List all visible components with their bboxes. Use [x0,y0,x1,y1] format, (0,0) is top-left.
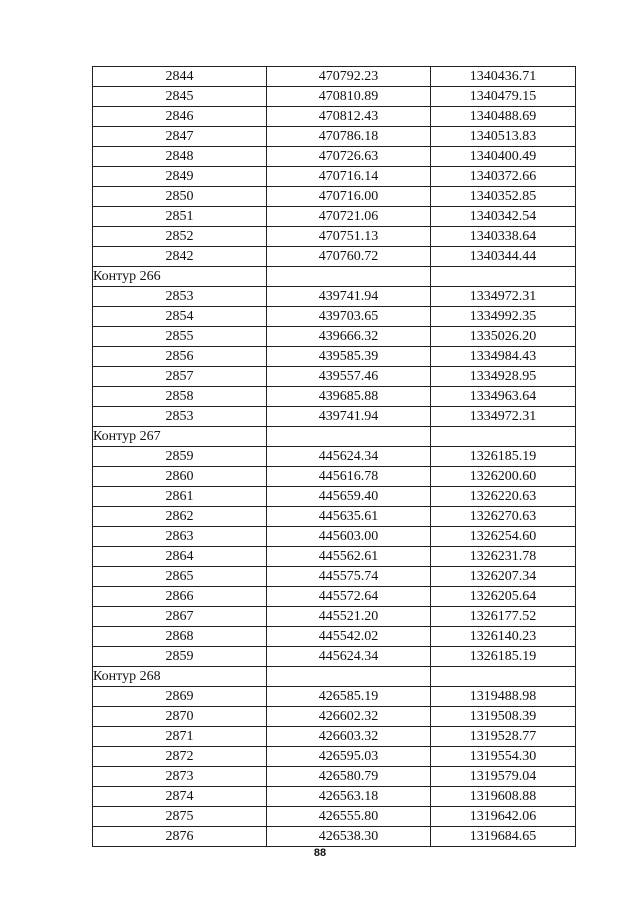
point-number-cell: 2855 [93,327,267,347]
y-coordinate-cell: 1319642.06 [431,807,576,827]
empty-x-cell [267,427,431,447]
empty-x-cell [267,667,431,687]
y-coordinate-cell: 1340352.85 [431,187,576,207]
y-coordinate-cell: 1326185.19 [431,647,576,667]
point-number-cell: 2866 [93,587,267,607]
x-coordinate-cell: 439666.32 [267,327,431,347]
point-number-cell: 2842 [93,247,267,267]
point-number-cell: 2845 [93,87,267,107]
point-number-cell: 2856 [93,347,267,367]
point-number-cell: 2872 [93,747,267,767]
contour-label: Контур 267 [93,427,267,447]
x-coordinate-cell: 470810.89 [267,87,431,107]
y-coordinate-cell: 1326200.60 [431,467,576,487]
point-number-cell: 2853 [93,287,267,307]
x-coordinate-cell: 470812.43 [267,107,431,127]
point-number-cell: 2865 [93,567,267,587]
table-row [93,247,576,267]
x-coordinate-cell: 426563.18 [267,787,431,807]
y-coordinate-cell: 1340338.64 [431,227,576,247]
y-coordinate-cell: 1319528.77 [431,727,576,747]
table-row [93,307,576,327]
point-number-cell: 2859 [93,447,267,467]
table-row [93,147,576,167]
point-number-cell: 2853 [93,407,267,427]
contour-header-row [93,667,576,687]
point-number-cell: 2871 [93,727,267,747]
table-row [93,747,576,767]
x-coordinate-cell: 470716.14 [267,167,431,187]
y-coordinate-cell: 1334972.31 [431,407,576,427]
x-coordinate-cell: 445603.00 [267,527,431,547]
table-row [93,67,576,87]
page-number: 88 [313,847,327,859]
empty-x-cell [267,267,431,287]
table-row [93,467,576,487]
contour-label: Контур 266 [93,267,267,287]
table-row [93,187,576,207]
y-coordinate-cell: 1334992.35 [431,307,576,327]
empty-y-cell [431,267,576,287]
y-coordinate-cell: 1340436.71 [431,67,576,87]
point-number-cell: 2864 [93,547,267,567]
point-number-cell: 2858 [93,387,267,407]
y-coordinate-cell: 1340372.66 [431,167,576,187]
x-coordinate-cell: 426602.32 [267,707,431,727]
point-number-cell: 2848 [93,147,267,167]
x-coordinate-cell: 426585.19 [267,687,431,707]
x-coordinate-cell: 426603.32 [267,727,431,747]
y-coordinate-cell: 1326185.19 [431,447,576,467]
point-number-cell: 2844 [93,67,267,87]
empty-y-cell [431,667,576,687]
y-coordinate-cell: 1319554.30 [431,747,576,767]
empty-y-cell [431,427,576,447]
x-coordinate-cell: 426555.80 [267,807,431,827]
table-row [93,327,576,347]
table-row [93,567,576,587]
point-number-cell: 2869 [93,687,267,707]
point-number-cell: 2861 [93,487,267,507]
y-coordinate-cell: 1326220.63 [431,487,576,507]
point-number-cell: 2870 [93,707,267,727]
table-row [93,347,576,367]
table-row [93,687,576,707]
x-coordinate-cell: 445572.64 [267,587,431,607]
y-coordinate-cell: 1326207.34 [431,567,576,587]
point-number-cell: 2862 [93,507,267,527]
table-row [93,367,576,387]
point-number-cell: 2868 [93,627,267,647]
x-coordinate-cell: 426580.79 [267,767,431,787]
x-coordinate-cell: 439585.39 [267,347,431,367]
y-coordinate-cell: 1340344.44 [431,247,576,267]
table-row [93,707,576,727]
point-number-cell: 2850 [93,187,267,207]
point-number-cell: 2859 [93,647,267,667]
table-row [93,507,576,527]
y-coordinate-cell: 1326177.52 [431,607,576,627]
table-row [93,87,576,107]
coordinates-table-body [93,67,576,847]
table-row [93,387,576,407]
y-coordinate-cell: 1334963.64 [431,387,576,407]
x-coordinate-cell: 445624.34 [267,447,431,467]
contour-header-row [93,427,576,447]
y-coordinate-cell: 1340479.15 [431,87,576,107]
point-number-cell: 2857 [93,367,267,387]
table-row [93,207,576,227]
y-coordinate-cell: 1326205.64 [431,587,576,607]
y-coordinate-cell: 1340400.49 [431,147,576,167]
y-coordinate-cell: 1335026.20 [431,327,576,347]
y-coordinate-cell: 1319608.88 [431,787,576,807]
x-coordinate-cell: 439741.94 [267,407,431,427]
y-coordinate-cell: 1340513.83 [431,127,576,147]
x-coordinate-cell: 445521.20 [267,607,431,627]
y-coordinate-cell: 1319488.98 [431,687,576,707]
table-row [93,487,576,507]
y-coordinate-cell: 1326254.60 [431,527,576,547]
table-row [93,407,576,427]
x-coordinate-cell: 445635.61 [267,507,431,527]
point-number-cell: 2846 [93,107,267,127]
point-number-cell: 2875 [93,807,267,827]
point-number-cell: 2851 [93,207,267,227]
y-coordinate-cell: 1340488.69 [431,107,576,127]
point-number-cell: 2867 [93,607,267,627]
y-coordinate-cell: 1319508.39 [431,707,576,727]
table-row [93,827,576,847]
table-row [93,287,576,307]
contour-header-row [93,267,576,287]
point-number-cell: 2876 [93,827,267,847]
table-row [93,447,576,467]
table-row [93,807,576,827]
x-coordinate-cell: 426538.30 [267,827,431,847]
x-coordinate-cell: 470792.23 [267,67,431,87]
point-number-cell: 2863 [93,527,267,547]
table-row [93,587,576,607]
x-coordinate-cell: 439557.46 [267,367,431,387]
point-number-cell: 2860 [93,467,267,487]
x-coordinate-cell: 445562.61 [267,547,431,567]
point-number-cell: 2854 [93,307,267,327]
x-coordinate-cell: 445624.34 [267,647,431,667]
contour-label: Контур 268 [93,667,267,687]
point-number-cell: 2849 [93,167,267,187]
x-coordinate-cell: 426595.03 [267,747,431,767]
x-coordinate-cell: 470721.06 [267,207,431,227]
table-row [93,107,576,127]
table-row [93,647,576,667]
point-number-cell: 2874 [93,787,267,807]
table-row [93,547,576,567]
x-coordinate-cell: 470726.63 [267,147,431,167]
x-coordinate-cell: 439741.94 [267,287,431,307]
y-coordinate-cell: 1319684.65 [431,827,576,847]
table-row [93,227,576,247]
table-row [93,627,576,647]
table-row [93,127,576,147]
table-row [93,727,576,747]
table-row [93,767,576,787]
x-coordinate-cell: 470760.72 [267,247,431,267]
x-coordinate-cell: 445659.40 [267,487,431,507]
table-row [93,607,576,627]
y-coordinate-cell: 1340342.54 [431,207,576,227]
y-coordinate-cell: 1326140.23 [431,627,576,647]
y-coordinate-cell: 1326231.78 [431,547,576,567]
y-coordinate-cell: 1334984.43 [431,347,576,367]
x-coordinate-cell: 439703.65 [267,307,431,327]
table-row [93,167,576,187]
y-coordinate-cell: 1334972.31 [431,287,576,307]
y-coordinate-cell: 1326270.63 [431,507,576,527]
y-coordinate-cell: 1319579.04 [431,767,576,787]
coordinates-table [92,66,576,847]
point-number-cell: 2847 [93,127,267,147]
point-number-cell: 2852 [93,227,267,247]
x-coordinate-cell: 439685.88 [267,387,431,407]
x-coordinate-cell: 445542.02 [267,627,431,647]
x-coordinate-cell: 470751.13 [267,227,431,247]
point-number-cell: 2873 [93,767,267,787]
x-coordinate-cell: 470716.00 [267,187,431,207]
table-row [93,787,576,807]
x-coordinate-cell: 470786.18 [267,127,431,147]
table-row [93,527,576,547]
y-coordinate-cell: 1334928.95 [431,367,576,387]
x-coordinate-cell: 445575.74 [267,567,431,587]
x-coordinate-cell: 445616.78 [267,467,431,487]
